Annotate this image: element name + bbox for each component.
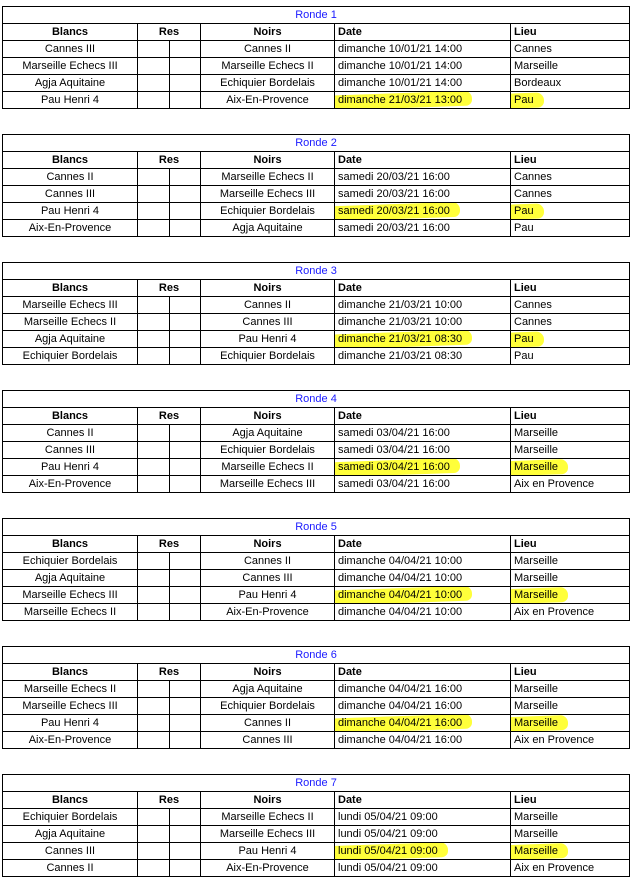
round-block-5 xyxy=(2,518,629,621)
cell-date xyxy=(335,715,511,732)
cell-lieu: Bordeaux xyxy=(511,75,630,92)
cell-noirs: Cannes III xyxy=(201,732,335,749)
header-date: Date xyxy=(335,408,511,425)
cell-lieu-highlighted: Marseille xyxy=(514,845,559,857)
cell-noirs: Pau Henri 4 xyxy=(201,843,335,860)
cell-res-white xyxy=(138,169,170,186)
cell-lieu: Cannes xyxy=(511,297,630,314)
cell-noirs: Cannes III xyxy=(201,314,335,331)
header-date: Date xyxy=(335,24,511,41)
header-noirs: Noirs xyxy=(201,280,335,297)
cell-lieu: Aix en Provence xyxy=(511,476,630,493)
cell-lieu xyxy=(511,92,630,109)
header-blancs: Blancs xyxy=(3,280,138,297)
cell-noirs: Agja Aquitaine xyxy=(201,425,335,442)
cell-lieu-highlighted: Marseille xyxy=(514,717,559,729)
cell-res-white xyxy=(138,732,170,749)
game-row xyxy=(3,715,630,732)
header-blancs: Blancs xyxy=(3,792,138,809)
game-row xyxy=(3,553,630,570)
cell-res-black xyxy=(170,169,201,186)
round-title: Ronde 7 xyxy=(3,775,630,792)
cell-date: dimanche 10/01/21 14:00 xyxy=(335,75,511,92)
cell-lieu: Aix en Provence xyxy=(511,732,630,749)
cell-date: samedi 03/04/21 16:00 xyxy=(335,425,511,442)
column-header-row xyxy=(3,24,630,41)
cell-lieu: Marseille xyxy=(511,681,630,698)
column-header-row xyxy=(3,536,630,553)
header-lieu: Lieu xyxy=(511,152,630,169)
cell-date-highlighted: samedi 03/04/21 16:00 xyxy=(338,461,450,473)
cell-lieu-highlighted: Pau xyxy=(514,333,534,345)
game-row xyxy=(3,58,630,75)
cell-blancs: Pau Henri 4 xyxy=(3,715,138,732)
cell-res-white xyxy=(138,553,170,570)
cell-date: lundi 05/04/21 09:00 xyxy=(335,826,511,843)
cell-noirs: Agja Aquitaine xyxy=(201,681,335,698)
game-row xyxy=(3,860,630,877)
round-title-row xyxy=(3,775,630,792)
cell-lieu xyxy=(511,331,630,348)
cell-blancs: Pau Henri 4 xyxy=(3,92,138,109)
cell-date: samedi 20/03/21 16:00 xyxy=(335,186,511,203)
cell-noirs: Echiquier Bordelais xyxy=(201,348,335,365)
header-lieu: Lieu xyxy=(511,408,630,425)
cell-res-black xyxy=(170,75,201,92)
game-row xyxy=(3,425,630,442)
cell-noirs: Cannes II xyxy=(201,41,335,58)
round-table xyxy=(2,774,630,877)
cell-res-white xyxy=(138,570,170,587)
cell-noirs: Aix-En-Provence xyxy=(201,604,335,621)
cell-res-white xyxy=(138,826,170,843)
cell-lieu: Cannes xyxy=(511,169,630,186)
round-block-2 xyxy=(2,134,629,237)
game-row xyxy=(3,297,630,314)
cell-blancs: Cannes III xyxy=(3,186,138,203)
cell-blancs: Cannes III xyxy=(3,41,138,58)
game-row xyxy=(3,348,630,365)
cell-noirs: Cannes II xyxy=(201,715,335,732)
cell-lieu: Marseille xyxy=(511,442,630,459)
cell-date: dimanche 10/01/21 14:00 xyxy=(335,41,511,58)
cell-lieu: Pau xyxy=(511,348,630,365)
round-title: Ronde 5 xyxy=(3,519,630,536)
game-row xyxy=(3,331,630,348)
header-noirs: Noirs xyxy=(201,24,335,41)
cell-res-black xyxy=(170,186,201,203)
round-title: Ronde 1 xyxy=(3,7,630,24)
cell-lieu xyxy=(511,459,630,476)
cell-res-black xyxy=(170,604,201,621)
cell-date-highlighted: samedi 20/03/21 16:00 xyxy=(338,205,450,217)
cell-blancs: Cannes III xyxy=(3,442,138,459)
cell-lieu: Marseille xyxy=(511,698,630,715)
header-date: Date xyxy=(335,280,511,297)
cell-date: lundi 05/04/21 09:00 xyxy=(335,860,511,877)
header-blancs: Blancs xyxy=(3,408,138,425)
cell-res-white xyxy=(138,715,170,732)
cell-date: dimanche 04/04/21 10:00 xyxy=(335,570,511,587)
header-blancs: Blancs xyxy=(3,536,138,553)
cell-noirs: Marseille Echecs II xyxy=(201,58,335,75)
cell-blancs: Aix-En-Provence xyxy=(3,220,138,237)
cell-blancs: Aix-En-Provence xyxy=(3,732,138,749)
cell-noirs: Cannes III xyxy=(201,570,335,587)
round-title: Ronde 6 xyxy=(3,647,630,664)
cell-blancs: Marseille Echecs II xyxy=(3,681,138,698)
game-row xyxy=(3,75,630,92)
cell-res-white xyxy=(138,476,170,493)
cell-date xyxy=(335,92,511,109)
cell-lieu-highlighted: Pau xyxy=(514,205,534,217)
cell-res-black xyxy=(170,809,201,826)
cell-res-black xyxy=(170,860,201,877)
column-header-row xyxy=(3,792,630,809)
cell-blancs: Pau Henri 4 xyxy=(3,459,138,476)
cell-res-white xyxy=(138,681,170,698)
cell-res-black xyxy=(170,570,201,587)
cell-noirs: Pau Henri 4 xyxy=(201,331,335,348)
cell-lieu: Pau xyxy=(511,220,630,237)
cell-blancs: Pau Henri 4 xyxy=(3,203,138,220)
cell-lieu: Marseille xyxy=(511,553,630,570)
round-title-row xyxy=(3,519,630,536)
cell-lieu: Marseille xyxy=(511,809,630,826)
column-header-row xyxy=(3,408,630,425)
cell-res-black xyxy=(170,41,201,58)
cell-res-black xyxy=(170,843,201,860)
game-row xyxy=(3,587,630,604)
cell-lieu xyxy=(511,587,630,604)
cell-lieu-highlighted: Marseille xyxy=(514,589,559,601)
cell-res-black xyxy=(170,220,201,237)
round-title-row xyxy=(3,263,630,280)
cell-res-black xyxy=(170,297,201,314)
cell-res-white xyxy=(138,186,170,203)
cell-date: samedi 03/04/21 16:00 xyxy=(335,476,511,493)
cell-date-highlighted: dimanche 04/04/21 10:00 xyxy=(338,589,463,601)
cell-noirs: Pau Henri 4 xyxy=(201,587,335,604)
cell-res-black xyxy=(170,681,201,698)
cell-noirs: Echiquier Bordelais xyxy=(201,442,335,459)
round-block-1 xyxy=(2,6,629,109)
header-date: Date xyxy=(335,664,511,681)
cell-lieu: Marseille xyxy=(511,826,630,843)
round-title-row xyxy=(3,7,630,24)
cell-res-black xyxy=(170,715,201,732)
game-row xyxy=(3,843,630,860)
cell-res-black xyxy=(170,425,201,442)
cell-date-highlighted: dimanche 21/03/21 13:00 xyxy=(338,94,463,106)
cell-date: dimanche 04/04/21 10:00 xyxy=(335,553,511,570)
cell-res-white xyxy=(138,331,170,348)
cell-res-white xyxy=(138,58,170,75)
cell-noirs: Marseille Echecs II xyxy=(201,169,335,186)
cell-date: dimanche 04/04/21 16:00 xyxy=(335,681,511,698)
cell-blancs: Marseille Echecs II xyxy=(3,314,138,331)
round-title-row xyxy=(3,647,630,664)
cell-blancs: Agja Aquitaine xyxy=(3,331,138,348)
header-blancs: Blancs xyxy=(3,24,138,41)
cell-blancs: Aix-En-Provence xyxy=(3,476,138,493)
cell-lieu: Marseille xyxy=(511,425,630,442)
cell-date-highlighted: dimanche 04/04/21 16:00 xyxy=(338,717,463,729)
cell-res-black xyxy=(170,58,201,75)
cell-res-white xyxy=(138,41,170,58)
round-block-3 xyxy=(2,262,629,365)
cell-date xyxy=(335,331,511,348)
round-title-row xyxy=(3,135,630,152)
game-row xyxy=(3,604,630,621)
round-table xyxy=(2,134,630,237)
cell-res-black xyxy=(170,331,201,348)
cell-res-white xyxy=(138,75,170,92)
header-lieu: Lieu xyxy=(511,536,630,553)
cell-noirs: Marseille Echecs II xyxy=(201,459,335,476)
game-row xyxy=(3,476,630,493)
cell-blancs: Agja Aquitaine xyxy=(3,570,138,587)
cell-date-highlighted: dimanche 21/03/21 08:30 xyxy=(338,333,463,345)
cell-date: dimanche 21/03/21 10:00 xyxy=(335,314,511,331)
cell-date: dimanche 21/03/21 10:00 xyxy=(335,297,511,314)
cell-res-white xyxy=(138,297,170,314)
cell-date xyxy=(335,459,511,476)
game-row xyxy=(3,186,630,203)
cell-noirs: Agja Aquitaine xyxy=(201,220,335,237)
game-row xyxy=(3,681,630,698)
cell-blancs: Marseille Echecs III xyxy=(3,297,138,314)
game-row xyxy=(3,459,630,476)
cell-res-black xyxy=(170,92,201,109)
cell-lieu: Aix en Provence xyxy=(511,604,630,621)
game-row xyxy=(3,41,630,58)
game-row xyxy=(3,732,630,749)
cell-res-white xyxy=(138,348,170,365)
cell-res-white xyxy=(138,203,170,220)
header-res: Res xyxy=(138,536,201,553)
cell-blancs: Cannes II xyxy=(3,169,138,186)
cell-res-white xyxy=(138,698,170,715)
header-lieu: Lieu xyxy=(511,792,630,809)
round-block-6 xyxy=(2,646,629,749)
header-noirs: Noirs xyxy=(201,408,335,425)
cell-lieu xyxy=(511,843,630,860)
game-row xyxy=(3,570,630,587)
game-row xyxy=(3,203,630,220)
header-noirs: Noirs xyxy=(201,664,335,681)
round-title: Ronde 3 xyxy=(3,263,630,280)
round-table xyxy=(2,646,630,749)
header-date: Date xyxy=(335,792,511,809)
cell-blancs: Marseille Echecs III xyxy=(3,587,138,604)
cell-res-black xyxy=(170,732,201,749)
cell-noirs: Marseille Echecs III xyxy=(201,476,335,493)
header-noirs: Noirs xyxy=(201,536,335,553)
cell-lieu-highlighted: Marseille xyxy=(514,461,559,473)
header-res: Res xyxy=(138,152,201,169)
cell-blancs: Cannes III xyxy=(3,843,138,860)
cell-lieu: Cannes xyxy=(511,186,630,203)
cell-res-white xyxy=(138,442,170,459)
round-table xyxy=(2,390,630,493)
cell-date-highlighted: lundi 05/04/21 09:00 xyxy=(338,845,438,857)
round-block-7 xyxy=(2,774,629,877)
game-row xyxy=(3,314,630,331)
cell-date: dimanche 10/01/21 14:00 xyxy=(335,58,511,75)
cell-res-black xyxy=(170,698,201,715)
cell-blancs: Echiquier Bordelais xyxy=(3,809,138,826)
cell-res-white xyxy=(138,425,170,442)
cell-noirs: Marseille Echecs III xyxy=(201,826,335,843)
cell-res-black xyxy=(170,587,201,604)
cell-date: samedi 03/04/21 16:00 xyxy=(335,442,511,459)
header-res: Res xyxy=(138,24,201,41)
round-title: Ronde 4 xyxy=(3,391,630,408)
cell-date: samedi 20/03/21 16:00 xyxy=(335,169,511,186)
column-header-row xyxy=(3,280,630,297)
game-row xyxy=(3,698,630,715)
header-res: Res xyxy=(138,792,201,809)
cell-noirs: Echiquier Bordelais xyxy=(201,698,335,715)
cell-blancs: Cannes II xyxy=(3,860,138,877)
header-noirs: Noirs xyxy=(201,152,335,169)
round-table xyxy=(2,6,630,109)
header-blancs: Blancs xyxy=(3,152,138,169)
cell-noirs: Marseille Echecs II xyxy=(201,809,335,826)
cell-res-white xyxy=(138,843,170,860)
cell-blancs: Marseille Echecs III xyxy=(3,58,138,75)
header-date: Date xyxy=(335,152,511,169)
cell-noirs: Aix-En-Provence xyxy=(201,860,335,877)
cell-blancs: Agja Aquitaine xyxy=(3,75,138,92)
game-row xyxy=(3,826,630,843)
cell-lieu: Marseille xyxy=(511,570,630,587)
cell-res-black xyxy=(170,203,201,220)
cell-noirs: Echiquier Bordelais xyxy=(201,75,335,92)
cell-lieu: Cannes xyxy=(511,41,630,58)
column-header-row xyxy=(3,152,630,169)
cell-res-white xyxy=(138,604,170,621)
round-title: Ronde 2 xyxy=(3,135,630,152)
cell-date xyxy=(335,843,511,860)
cell-lieu: Cannes xyxy=(511,314,630,331)
game-row xyxy=(3,169,630,186)
cell-lieu: Marseille xyxy=(511,58,630,75)
game-row xyxy=(3,442,630,459)
cell-date xyxy=(335,587,511,604)
cell-lieu: Aix en Provence xyxy=(511,860,630,877)
cell-res-white xyxy=(138,860,170,877)
round-table xyxy=(2,518,630,621)
game-row xyxy=(3,809,630,826)
cell-noirs: Cannes II xyxy=(201,297,335,314)
cell-res-black xyxy=(170,826,201,843)
game-row xyxy=(3,220,630,237)
header-lieu: Lieu xyxy=(511,664,630,681)
cell-noirs: Echiquier Bordelais xyxy=(201,203,335,220)
cell-date: dimanche 04/04/21 10:00 xyxy=(335,604,511,621)
cell-res-white xyxy=(138,587,170,604)
cell-res-black xyxy=(170,348,201,365)
cell-noirs: Aix-En-Provence xyxy=(201,92,335,109)
cell-res-white xyxy=(138,809,170,826)
column-header-row xyxy=(3,664,630,681)
round-table xyxy=(2,262,630,365)
cell-noirs: Cannes II xyxy=(201,553,335,570)
header-blancs: Blancs xyxy=(3,664,138,681)
cell-res-black xyxy=(170,476,201,493)
cell-noirs: Marseille Echecs III xyxy=(201,186,335,203)
cell-date: samedi 20/03/21 16:00 xyxy=(335,220,511,237)
cell-lieu-highlighted: Pau xyxy=(514,94,534,106)
cell-date xyxy=(335,203,511,220)
cell-blancs: Cannes II xyxy=(3,425,138,442)
round-title-row xyxy=(3,391,630,408)
cell-blancs: Echiquier Bordelais xyxy=(3,553,138,570)
cell-date: dimanche 21/03/21 08:30 xyxy=(335,348,511,365)
cell-res-white xyxy=(138,459,170,476)
cell-blancs: Marseille Echecs III xyxy=(3,698,138,715)
cell-res-white xyxy=(138,92,170,109)
cell-res-black xyxy=(170,442,201,459)
header-lieu: Lieu xyxy=(511,24,630,41)
header-noirs: Noirs xyxy=(201,792,335,809)
cell-lieu xyxy=(511,715,630,732)
cell-lieu xyxy=(511,203,630,220)
header-res: Res xyxy=(138,280,201,297)
header-lieu: Lieu xyxy=(511,280,630,297)
cell-date: lundi 05/04/21 09:00 xyxy=(335,809,511,826)
cell-res-black xyxy=(170,314,201,331)
cell-blancs: Marseille Echecs II xyxy=(3,604,138,621)
header-date: Date xyxy=(335,536,511,553)
cell-blancs: Echiquier Bordelais xyxy=(3,348,138,365)
cell-blancs: Agja Aquitaine xyxy=(3,826,138,843)
header-res: Res xyxy=(138,664,201,681)
cell-res-white xyxy=(138,220,170,237)
round-block-4 xyxy=(2,390,629,493)
cell-date: dimanche 04/04/21 16:00 xyxy=(335,732,511,749)
header-res: Res xyxy=(138,408,201,425)
game-row xyxy=(3,92,630,109)
cell-res-black xyxy=(170,459,201,476)
cell-date: dimanche 04/04/21 16:00 xyxy=(335,698,511,715)
cell-res-black xyxy=(170,553,201,570)
cell-res-white xyxy=(138,314,170,331)
